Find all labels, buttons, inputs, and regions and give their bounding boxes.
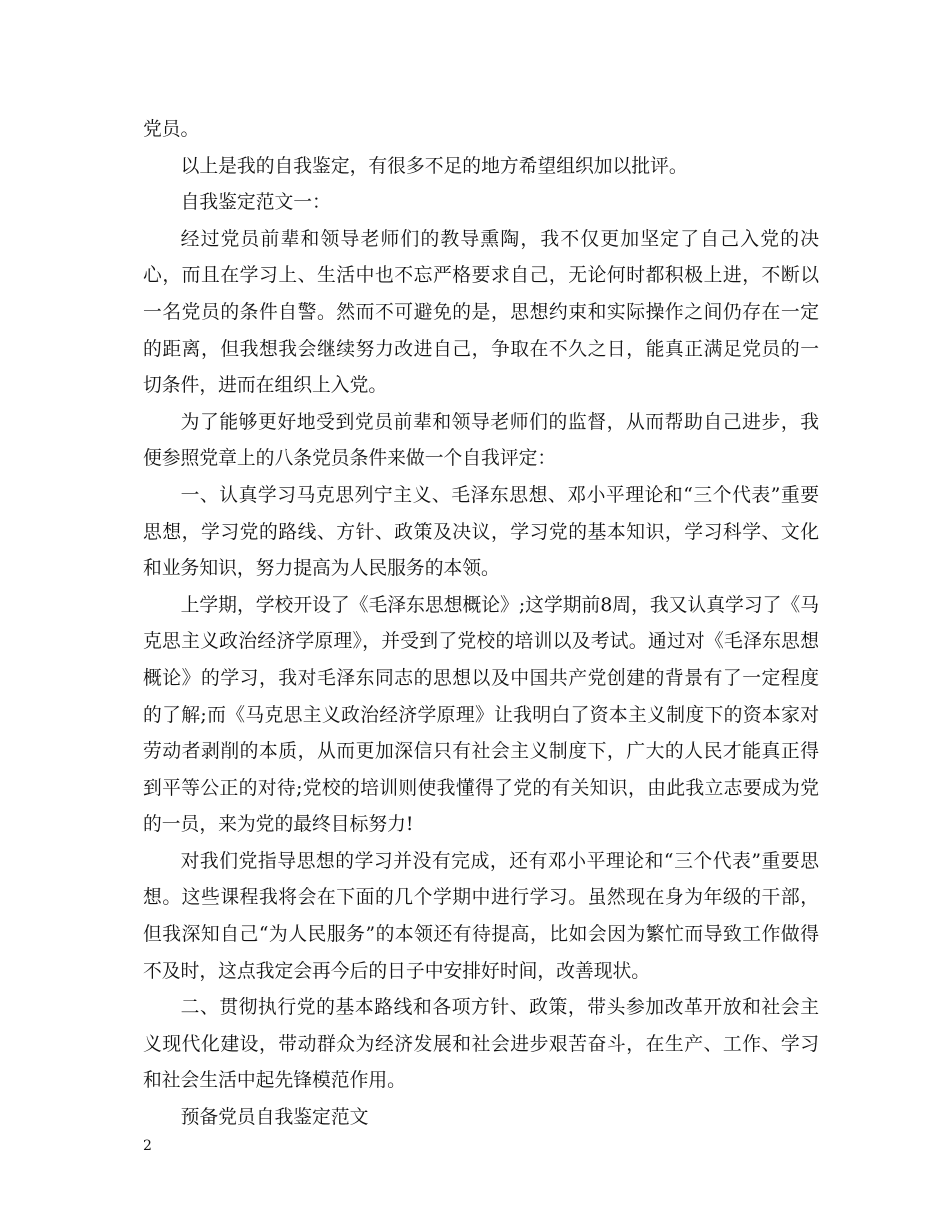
page-number: 2 [143, 1138, 152, 1154]
paragraph-9: 预备党员自我鉴定范文 [180, 1107, 369, 1129]
paragraph-2-heading: 自我鉴定范文一： [180, 192, 331, 214]
paragraph-0: 党员。 [143, 119, 200, 140]
paragraph-8: 二、贯彻执行党的基本路线和各项方针、政策，带头参加改革开放和社会主义现代化建设，带动群众为经济发展和社会进步艰苦奋斗，在生产、工作、学习和社会生活中起先锋模范作用。 [143, 997, 819, 1092]
paragraph-5: 一、认真学习马克思列宁主义、毛泽东思想、邓小平理论和“三个代表”重要思想，学习党的路线、方针、政策及决议，学习党的基本知识，学习科学、文化和业务知识，努力提高为人民服务的本领。 [143, 484, 819, 580]
paragraph-3: 经过党员前辈和领导老师们的教导熏陶，我不仅更加坚定了自己入党的决心，而且在学习上、生活中也不忘严格要求自己，无论何时都积极上进，不断以一名党员的条件自警。然而不可避免的是，思想约束和实际操作之间仍存在一定的距离，但我想我会继续努力改进自己，争取在不久之日，能真正满足党员的一切条件，进而在组织上入党。 [143, 228, 819, 397]
document-body [143, 112, 819, 1137]
paragraph-6: 上学期，学校开设了《毛泽东思想概论》;这学期前8周，我又认真学习了《马克思主义政治经济学原理》，并受到了党校的培训以及考试。通过对《毛泽东思想概论》的学习，我对毛泽东同志的思想以及中国共产党创建的背景有了一定程度的了解;而《马克思主义政治经济学原理》让我明白了资本主义制度下的资本家对劳动者剥削的本质，从而更加深信只有社会主义制度下，广大的人民才能真正得到平等公正的对待;党校的培训则使我懂得了党的有关知识，由此我立志要成为党的一员，来为党的最终目标努力! [143, 594, 819, 836]
paragraph-4: 为了能够更好地受到党员前辈和领导老师们的监督，从而帮助自己进步，我便参照党章上的八条党员条件来做一个自我评定： [143, 411, 819, 470]
paragraph-7: 对我们党指导思想的学习并没有完成，还有邓小平理论和“三个代表”重要思想。这些课程我将会在下面的几个学期中进行学习。虽然现在身为年级的干部，但我深知自己“为人民服务”的本领还有待提高，比如会因为繁忙而导致工作做得不及时，这点我定会再今后的日子中安排好时间，改善现状。 [143, 850, 819, 982]
paragraph-1: 以上是我的自我鉴定，有很多不足的地方希望组织加以批评。 [180, 155, 688, 177]
